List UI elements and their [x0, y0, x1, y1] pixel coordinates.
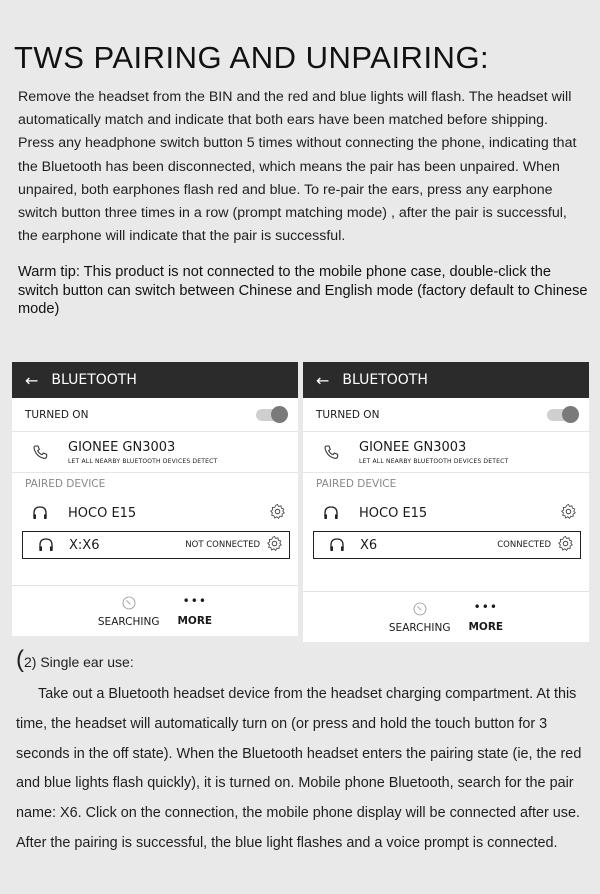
searching-button[interactable]	[389, 601, 451, 634]
bluetooth-toggle[interactable]	[547, 409, 577, 421]
paired-item-name: HOCO E15	[359, 505, 428, 521]
this-device-row[interactable]	[303, 432, 589, 473]
warm-tip: Warm tip: This product is not connected to the mobile phone case, double-click the switch button can switch between Chinese and English mode (factory default to Chinese mode)	[18, 264, 588, 317]
bluetooth-screen-right	[303, 362, 589, 642]
bluetooth-toggle-row	[12, 398, 298, 432]
device-visibility-text: LET ALL NEARBY BLUETOOTH DEVICES DETECT	[359, 457, 509, 465]
bluetooth-toggle-row	[303, 398, 589, 432]
single-ear-heading	[16, 646, 596, 674]
back-arrow-icon[interactable]: ←	[316, 370, 330, 390]
device-visibility-text: LET ALL NEARBY BLUETOOTH DEVICES DETECT	[68, 457, 218, 465]
device-name: GIONEE GN3003	[68, 439, 176, 455]
screen-header-title: BLUETOOTH	[51, 372, 137, 388]
heading-paren: (	[16, 646, 24, 673]
page-title: TWS PAIRING AND UNPAIRING:	[14, 40, 490, 75]
headphones-icon	[303, 505, 359, 521]
paired-item-hoco[interactable]	[303, 495, 589, 531]
bluetooth-toggle[interactable]	[256, 409, 286, 421]
single-ear-section	[16, 646, 596, 859]
paired-device-label: PAIRED DEVICE	[25, 478, 106, 490]
gear-icon[interactable]	[560, 503, 577, 524]
searching-button[interactable]	[98, 595, 160, 628]
paired-item-hoco[interactable]	[12, 495, 298, 531]
more-label: MORE	[177, 614, 213, 627]
paired-item-name: HOCO E15	[68, 505, 137, 521]
screen-header-title: BLUETOOTH	[342, 372, 428, 388]
paired-item-x6[interactable]	[22, 531, 290, 559]
screen-footer	[12, 585, 298, 636]
searching-label: SEARCHING	[97, 615, 160, 628]
phone-icon	[303, 444, 359, 460]
paired-device-label: PAIRED DEVICE	[316, 478, 397, 490]
more-button[interactable]	[177, 593, 213, 627]
more-button[interactable]	[468, 599, 504, 633]
paired-item-x6[interactable]	[313, 531, 581, 559]
paired-item-name: X:X6	[69, 537, 100, 553]
this-device-row[interactable]	[12, 432, 298, 473]
searching-icon	[412, 601, 428, 617]
paired-item-name: X6	[360, 537, 378, 553]
gear-icon[interactable]	[266, 535, 283, 556]
heading-text: 2) Single ear use:	[24, 654, 134, 670]
screen-header	[12, 362, 298, 398]
headphones-icon	[23, 537, 69, 553]
single-ear-body: Take out a Bluetooth headset device from the headset charging compartment. At this time, the headset will automatically turn on (or press and hold the touch button for 3 seconds in the off state). When the Bluetooth headset enters the pairing state (ie, the red and blue lights flash quickly), it is turned on. Mobile phone Bluetooth, search for the pair name: X6. Click on the connection, the mobile phone display will be connected after use. After the pairing is successful, the blue light flashes and a voice prompt is connected.	[16, 686, 582, 851]
bluetooth-screen-left	[12, 362, 298, 636]
more-icon: •••	[473, 599, 498, 614]
intro-paragraph: Remove the headset from the BIN and the red and blue lights will flash. The headset will automatically match and indicate that both ears have been matched before shipping. Press any headphone switch button 5 times without connecting the phone, indicating that the Bluetooth has been disconnected, which means the pair has been unpaired. When unpaired, both earphones flash red and blue. To re-pair the ears, press any earphone switch button three times in a row (prompt matching mode) , after the pair is successful, the earphone will indicate that the pair is successful.	[18, 89, 577, 245]
more-label: MORE	[468, 620, 504, 633]
turned-on-label: TURNED ON	[25, 408, 89, 421]
searching-label: SEARCHING	[388, 621, 451, 634]
gear-icon[interactable]	[269, 503, 286, 524]
device-name: GIONEE GN3003	[359, 439, 467, 455]
more-icon: •••	[182, 593, 207, 608]
turned-on-label: TURNED ON	[316, 408, 380, 421]
headphones-icon	[314, 537, 360, 553]
connection-status: NOT CONNECTED	[185, 540, 260, 550]
searching-icon	[121, 595, 137, 611]
screen-header	[303, 362, 589, 398]
connection-status: CONNECTED	[497, 540, 551, 550]
gear-icon[interactable]	[557, 535, 574, 556]
headphones-icon	[12, 505, 68, 521]
screen-footer	[303, 591, 589, 642]
phone-icon	[12, 444, 68, 460]
back-arrow-icon[interactable]: ←	[25, 370, 39, 390]
